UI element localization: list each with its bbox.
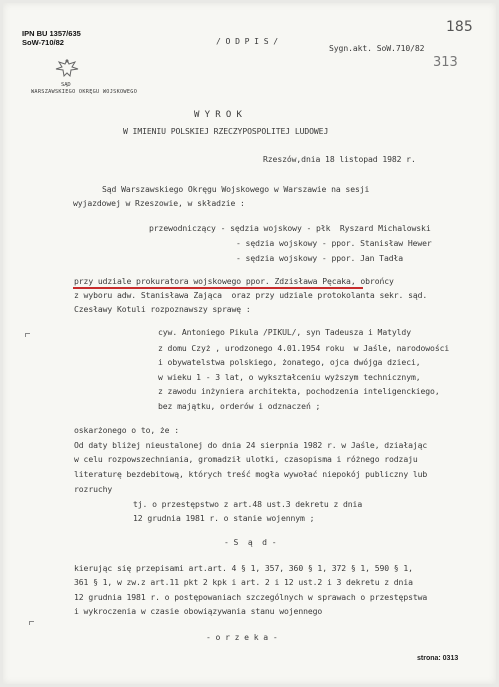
date-line: Rzeszów,dnia 18 listopad 1982 r. (263, 154, 416, 164)
defendant-line-5: z zawodu inżyniera architekta, pochodzenia inteligenckiego, (158, 386, 440, 396)
eagle-emblem-icon (54, 58, 80, 80)
margin-mark-bottom (29, 621, 34, 625)
court-heading: - S ą d - (224, 537, 277, 547)
page-stamp: strona: 0313 (417, 655, 459, 662)
defendant-line-1: cyw. Antoniego Pikula /PIKUL/, syn Tadeusza i Matyldy (158, 327, 411, 337)
defendant-line-2: z domu Czyż , urodzonego 4.01.1954 roku w Jaśle, narodowości (158, 343, 450, 353)
defendant-line-4: w wieku 1 - 3 lat, o wykształceniu wyższym technicznym, (158, 372, 421, 382)
charge-line-3: literaturę bezdebitową, których treść mogła wywołać niepokój publiczny lub (74, 469, 428, 479)
odpis-label: / O D P I S / (216, 36, 279, 46)
ruling-heading: - o r z e k a - (206, 632, 278, 642)
verdict-title: W Y R O K (194, 110, 242, 120)
defendant-line-6: bez majątku, orderów i odznaczeń ; (158, 401, 321, 411)
charge-article-1: tj. o przestępstwo z art.48 ust.3 dekretu z dnia (133, 499, 363, 509)
margin-mark-top (25, 333, 30, 337)
ruling-line-2: 361 § 1, w zw.z art.11 pkt 2 kpk i art. 2 i 12 ust.2 i 3 dekretu z dnia (74, 577, 413, 587)
body-line-defender: z wyboru adw. Stanisława Zająca oraz przy udziale protokolanta sekr. sąd. (74, 290, 428, 300)
ruling-line-4: i wykroczenia w czasie obowiązywania stanu wojennego (74, 606, 323, 616)
charge-line-1: Od daty bliżej nieustalonej do dnia 24 sierpnia 1982 r. w Jaśle, działając (74, 440, 428, 450)
ruling-line-1: kierując się przepisami art.art. 4 § 1, 357, 360 § 1, 372 § 1, 590 § 1, (74, 563, 413, 573)
case-id: SoW-710/82 (22, 38, 64, 47)
accused-heading: oskarżonego o to, że : (74, 425, 180, 435)
court-emblem-label: SĄD (61, 82, 71, 88)
charge-line-4: rozruchy (74, 484, 113, 494)
signature-number: Sygn.akt. SoW.710/82 (329, 43, 425, 53)
handwritten-folio-number: 313 (433, 55, 458, 70)
body-line-clerk: Czesławy Kotuli rozpoznawszy sprawę : (74, 304, 251, 314)
charge-article-2: 12 grudnia 1981 r. o stanie wojennym ; (133, 513, 315, 523)
panel-judge-2: - sędzia wojskowy - ppor. Jan Tadła (236, 253, 404, 263)
defendant-line-3: i obywatelstwa polskiego, żonatego, ojca dwójga dzieci, (158, 357, 421, 367)
body-line-prosecutor: przy udziale prokuratora wojskowego ppor. Zdzisława Pęcaka, obrońcy (74, 276, 394, 286)
court-abbreviation: WARSZAWSKIEGO OKRĘGU WOJSKOWEGO (31, 89, 138, 95)
body-line-2: wyjazdowej w Rzeszowie, w składzie : (73, 198, 245, 208)
panel-chair: przewodniczący - sędzia wojskowy - płk Ryszard Michalowski (149, 223, 431, 233)
ruling-line-3: 12 grudnia 1981 r. o postępowaniach szczególnych w sprawach o przestępstwa (74, 592, 428, 602)
document-page (3, 3, 496, 684)
archive-id: IPN BU 1357/635 (22, 29, 81, 38)
body-line-1: Sąd Warszawskiego Okręgu Wojskowego w Warszawie na sesji (102, 184, 370, 194)
verdict-subtitle: W IMIENIU POLSKIEJ RZECZYPOSPOLITEJ LUDOWEJ (123, 126, 329, 136)
panel-judge-1: - sędzia wojskowy - ppor. Stanisław Hewer (236, 238, 432, 248)
charge-line-2: w celu rozpowszechniania, gromadził ulotki, czasopisma i różnego rodzaju (74, 454, 418, 464)
handwritten-page-number: 185 (446, 19, 473, 35)
red-underline (73, 287, 363, 289)
